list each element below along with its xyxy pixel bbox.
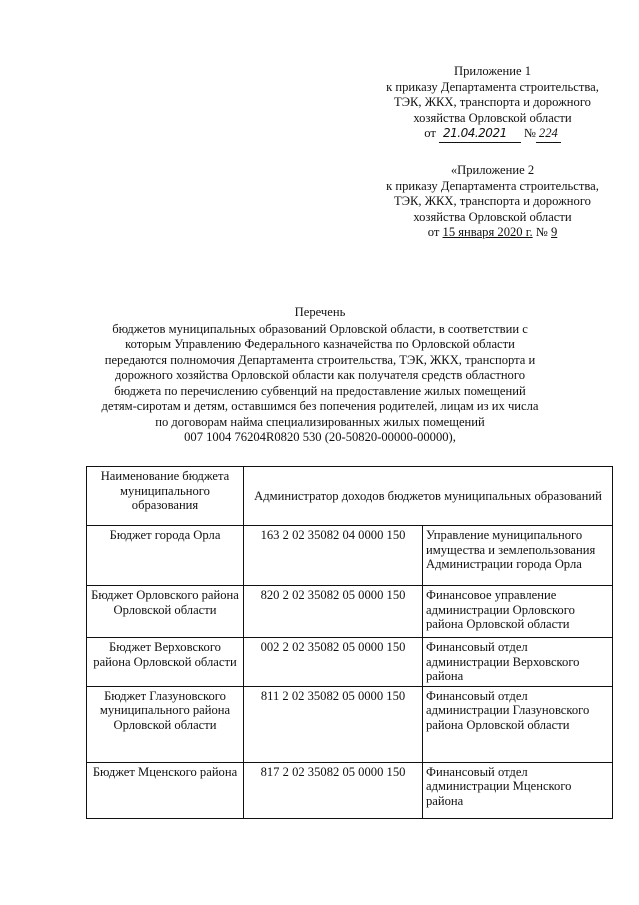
budget-cell: Бюджет Глазуновского муниципального района Орловской области: [87, 686, 244, 762]
admin-cell: Управление муниципального имущества и землепользования Администрации города Орла: [423, 526, 613, 586]
header-administrator: Администратор доходов бюджетов муниципальных образований: [244, 467, 613, 526]
number-prefix: №: [535, 225, 548, 239]
budget-cell: Бюджет Верховского района Орловской области: [87, 638, 244, 687]
heading-line: которым Управлению Федерального казначейства по Орловской области: [125, 337, 515, 351]
order-date: 15 января 2020 г.: [442, 225, 533, 239]
annex-2-title: «Приложение 2: [450, 163, 535, 177]
annex-1-date-line: [355, 126, 630, 143]
annex-1-line: ТЭК, ЖКХ, транспорта и дорожного: [394, 95, 591, 109]
heading-title: Перечень: [294, 305, 346, 319]
annex-2-block: [355, 163, 630, 241]
code-cell: 817 2 02 35082 05 0000 150: [244, 762, 423, 818]
table-header-row: [87, 467, 613, 526]
annex-2-date-line: [355, 225, 630, 241]
date-prefix: от: [427, 225, 440, 239]
handwritten-date: 21.04.2021: [439, 126, 521, 143]
header-budget-name: Наименование бюджета муниципального образования: [87, 467, 244, 526]
code-cell: 002 2 02 35082 05 0000 150: [244, 638, 423, 687]
heading-line: дорожного хозяйства Орловской области как получателя средств областного: [114, 368, 526, 382]
date-prefix: от: [424, 126, 436, 140]
table-row: [87, 638, 613, 687]
table-row: [87, 762, 613, 818]
heading-line: по договорам найма специализированных жилых помещений: [155, 414, 485, 429]
admin-cell: Финансовый отдел администрации Верховского района: [423, 638, 613, 687]
budget-cell: Бюджет Орловского района Орловской области: [87, 586, 244, 638]
heading-line: 007 1004 76204R0820 530 (20-50820-00000-00000),: [184, 430, 456, 444]
table-row: [87, 526, 613, 586]
budgets-table: [86, 466, 613, 819]
annex-1-line: к приказу Департамента строительства,: [386, 79, 599, 94]
budget-cell: Бюджет города Орла: [87, 526, 244, 586]
annex-2-line: ТЭК, ЖКХ, транспорта и дорожного: [394, 194, 591, 208]
admin-cell: Финансовый отдел администрации Мценского района: [423, 762, 613, 818]
annex-1-block: [355, 64, 630, 143]
heading-line: бюджета по перечислению субвенций на предоставление жилых помещений: [114, 383, 526, 398]
table-row: [87, 686, 613, 762]
table-row: [87, 586, 613, 638]
code-cell: 163 2 02 35082 04 0000 150: [244, 526, 423, 586]
annex-2-line: хозяйства Орловской области: [413, 209, 572, 224]
heading-line: детям-сиротам и детям, оставшимся без попечения родителей, лицам из их числа: [101, 399, 539, 413]
code-cell: 820 2 02 35082 05 0000 150: [244, 586, 423, 638]
heading-line: бюджетов муниципальных образований Орловской области, в соответствии с: [112, 321, 528, 336]
annex-1-line: хозяйства Орловской области: [413, 110, 572, 125]
number-prefix: №: [523, 126, 536, 140]
code-cell: 811 2 02 35082 05 0000 150: [244, 686, 423, 762]
handwritten-number: 224: [536, 126, 561, 143]
admin-cell: Финансовый отдел администрации Глазуновского района Орловской области: [423, 686, 613, 762]
annex-1-title: Приложение 1: [453, 64, 532, 78]
document-heading: [60, 305, 580, 446]
order-number: 9: [550, 225, 558, 239]
admin-cell: Финансовое управление администрации Орловского района Орловской области: [423, 586, 613, 638]
heading-line: передаются полномочия Департамента строительства, ТЭК, ЖКХ, транспорта и: [104, 352, 536, 367]
annex-2-line: к приказу Департамента строительства,: [386, 178, 599, 193]
budget-cell: Бюджет Мценского района: [87, 762, 244, 818]
